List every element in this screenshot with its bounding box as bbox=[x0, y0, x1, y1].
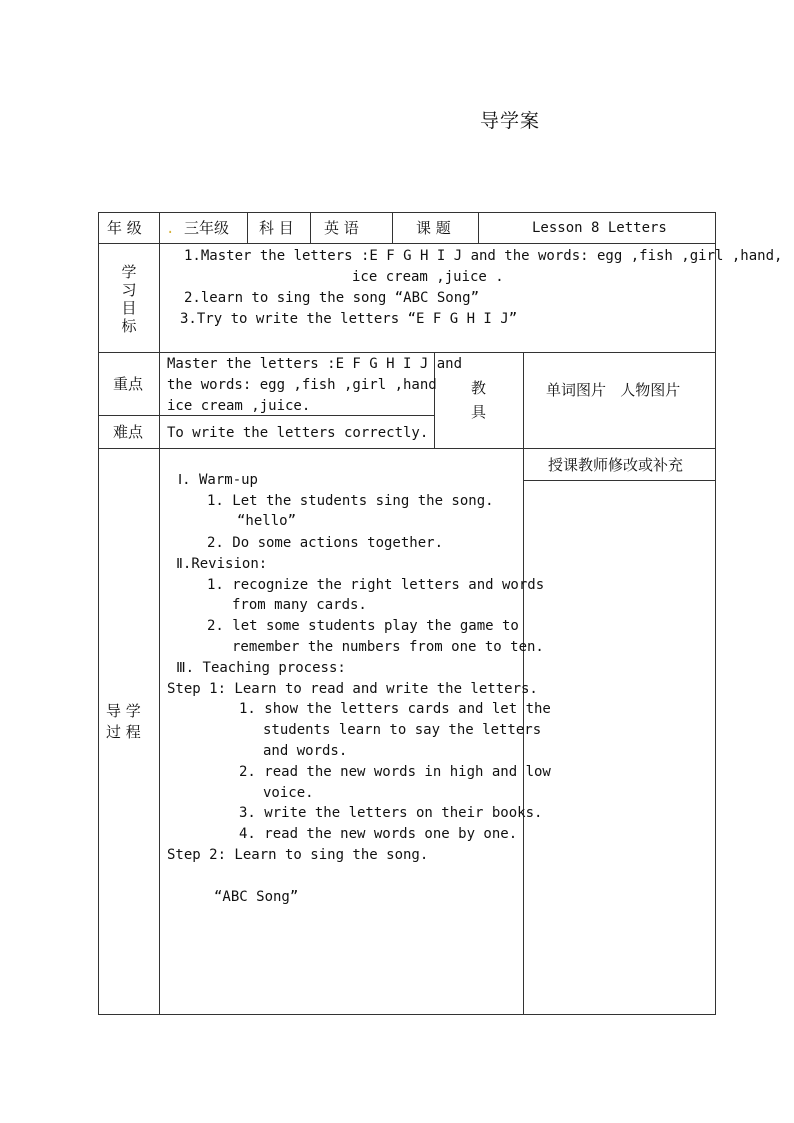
process-line: from many cards. bbox=[232, 597, 367, 613]
key-points-line: the words: egg ,fish ,girl ,hand bbox=[167, 377, 437, 393]
difficulties-text: To write the letters correctly. bbox=[167, 425, 429, 441]
notes-header: 授课教师修改或补充 bbox=[548, 456, 684, 474]
grade-value: 三年级 bbox=[184, 219, 230, 237]
process-line: 2. let some students play the game to bbox=[207, 618, 519, 634]
process-line: 1. recognize the right letters and words bbox=[207, 577, 545, 593]
process-line: voice. bbox=[263, 785, 314, 801]
objective-line: 1.Master the letters :E F G H I J and the words: egg ,fish ,girl ,hand, bbox=[184, 248, 783, 264]
process-line: and words. bbox=[263, 743, 348, 759]
process-line: Ⅱ.Revision: bbox=[176, 556, 268, 572]
process-label: 导 学 bbox=[106, 702, 141, 720]
objective-line: ice cream ,juice . bbox=[352, 269, 504, 285]
difficulties-label: 难点 bbox=[113, 423, 144, 441]
teaching-aids-label: 教 bbox=[471, 379, 487, 397]
process-line: “hello” bbox=[237, 513, 297, 529]
process-line: 1. Let the students sing the song. bbox=[207, 493, 494, 509]
grade-label: 年 级 bbox=[107, 219, 142, 237]
process-line: 2. Do some actions together. bbox=[207, 535, 444, 551]
key-points-label: 重点 bbox=[113, 375, 144, 393]
process-line: “ABC Song” bbox=[214, 889, 299, 905]
subject-label: 科 目 bbox=[259, 219, 294, 237]
process-line: 3. write the letters on their books. bbox=[239, 805, 543, 821]
topic-value: Lesson 8 Letters bbox=[532, 220, 667, 236]
process-line: Ⅰ. Warm-up bbox=[178, 472, 258, 488]
process-line: Step 2: Learn to sing the song. bbox=[167, 847, 429, 863]
process-line: remember the numbers from one to ten. bbox=[232, 639, 544, 655]
teaching-aids-value: 单词图片 人物图片 bbox=[546, 381, 681, 399]
process-line: 1. show the letters cards and let the bbox=[239, 701, 551, 717]
subject-value: 英 语 bbox=[324, 219, 359, 237]
marker-dot: . bbox=[166, 221, 175, 237]
topic-label: 课 题 bbox=[416, 219, 451, 237]
teaching-aids-label: 具 bbox=[471, 403, 487, 421]
process-line: 4. read the new words one by one. bbox=[239, 826, 518, 842]
process-line: 2. read the new words in high and low bbox=[239, 764, 551, 780]
page-title: 导学案 bbox=[480, 110, 541, 132]
process-line: students learn to say the letters bbox=[263, 722, 542, 738]
process-line: Ⅲ. Teaching process: bbox=[176, 660, 346, 676]
process-line: Step 1: Learn to read and write the letters. bbox=[167, 681, 538, 697]
key-points-line: Master the letters :E F G H I J and bbox=[167, 356, 463, 372]
key-points-line: ice cream ,juice. bbox=[167, 398, 311, 414]
objectives-label: 学习目标 bbox=[121, 263, 137, 335]
objective-line: 2.learn to sing the song “ABC Song” bbox=[184, 290, 480, 306]
objective-line: 3.Try to write the letters “E F G H I J” bbox=[180, 311, 518, 327]
process-label: 过 程 bbox=[106, 723, 141, 741]
